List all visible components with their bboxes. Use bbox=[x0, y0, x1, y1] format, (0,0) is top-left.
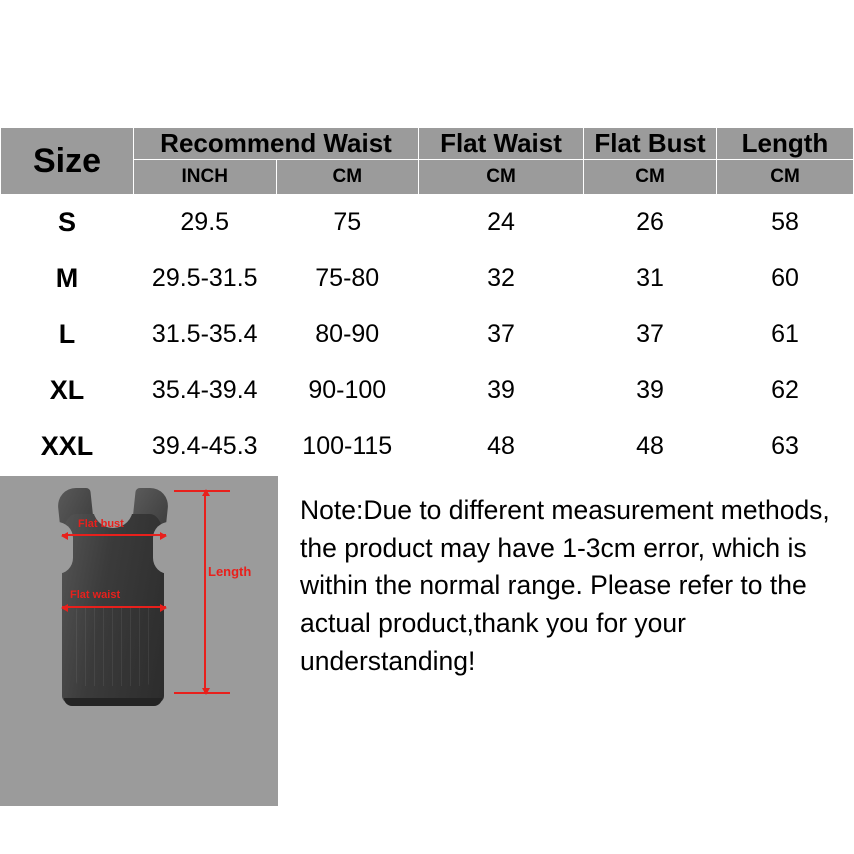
table-row bbox=[1, 195, 854, 251]
garment-compression-panel bbox=[76, 606, 150, 686]
cell-flat-bust: 39 bbox=[584, 363, 717, 419]
table-header bbox=[1, 128, 854, 195]
cell-flat-waist: 32 bbox=[419, 251, 584, 307]
column-header-size: Size bbox=[1, 128, 134, 195]
note-text: Note:Due to different measurement methods, the product may have 1-3cm error, which is within the normal range. Please refer to the actual product,thank you for your understanding! bbox=[300, 495, 830, 676]
table-body bbox=[1, 195, 854, 475]
cell-recommend-waist-inch: 35.4-39.4 bbox=[134, 363, 277, 419]
cell-flat-bust: 26 bbox=[584, 195, 717, 251]
note-pane bbox=[278, 476, 854, 806]
column-header-length: Length bbox=[717, 128, 854, 160]
cell-recommend-waist-cm: 75 bbox=[276, 195, 419, 251]
measurement-guide-section bbox=[0, 475, 854, 806]
cell-length: 58 bbox=[717, 195, 854, 251]
unit-header-flat-bust-cm: CM bbox=[584, 160, 717, 195]
cell-size: XXL bbox=[1, 419, 134, 475]
cell-size: L bbox=[1, 307, 134, 363]
garment-armhole-left bbox=[54, 522, 73, 574]
cell-flat-bust: 37 bbox=[584, 307, 717, 363]
cell-recommend-waist-inch: 39.4-45.3 bbox=[134, 419, 277, 475]
cell-length: 60 bbox=[717, 251, 854, 307]
column-header-flat-bust: Flat Bust bbox=[584, 128, 717, 160]
unit-header-length-cm: CM bbox=[717, 160, 854, 195]
length-label: Length bbox=[208, 564, 252, 579]
cell-recommend-waist-inch: 29.5 bbox=[134, 195, 277, 251]
unit-header-flat-waist-cm: CM bbox=[419, 160, 584, 195]
table-row bbox=[1, 363, 854, 419]
garment-hem bbox=[64, 698, 162, 706]
cell-flat-waist: 37 bbox=[419, 307, 584, 363]
flat-bust-arrow bbox=[62, 534, 166, 536]
cell-size: XL bbox=[1, 363, 134, 419]
column-header-recommend-waist: Recommend Waist bbox=[134, 128, 419, 160]
length-arrow bbox=[204, 490, 206, 694]
garment-figure-pane bbox=[0, 476, 278, 806]
size-chart-sheet bbox=[0, 127, 854, 806]
cell-flat-bust: 31 bbox=[584, 251, 717, 307]
table-header-row-main bbox=[1, 128, 854, 160]
unit-header-recommend-waist-cm: CM bbox=[276, 160, 419, 195]
cell-length: 62 bbox=[717, 363, 854, 419]
flat-bust-label: Flat bust bbox=[78, 518, 124, 530]
size-chart-table bbox=[0, 127, 854, 475]
flat-waist-label: Flat waist bbox=[70, 589, 121, 601]
unit-header-recommend-waist-inch: INCH bbox=[134, 160, 277, 195]
cell-flat-waist: 48 bbox=[419, 419, 584, 475]
cell-recommend-waist-inch: 29.5-31.5 bbox=[134, 251, 277, 307]
garment-armhole-right bbox=[153, 522, 172, 574]
flat-waist-arrow bbox=[62, 606, 166, 608]
cell-recommend-waist-cm: 75-80 bbox=[276, 251, 419, 307]
column-header-flat-waist: Flat Waist bbox=[419, 128, 584, 160]
cell-size: M bbox=[1, 251, 134, 307]
cell-flat-waist: 39 bbox=[419, 363, 584, 419]
cell-length: 63 bbox=[717, 419, 854, 475]
table-row bbox=[1, 251, 854, 307]
cell-length: 61 bbox=[717, 307, 854, 363]
cell-flat-bust: 48 bbox=[584, 419, 717, 475]
table-row bbox=[1, 307, 854, 363]
table-row bbox=[1, 419, 854, 475]
cell-size: S bbox=[1, 195, 134, 251]
cell-recommend-waist-cm: 100-115 bbox=[276, 419, 419, 475]
cell-recommend-waist-cm: 90-100 bbox=[276, 363, 419, 419]
cell-recommend-waist-cm: 80-90 bbox=[276, 307, 419, 363]
cell-flat-waist: 24 bbox=[419, 195, 584, 251]
cell-recommend-waist-inch: 31.5-35.4 bbox=[134, 307, 277, 363]
